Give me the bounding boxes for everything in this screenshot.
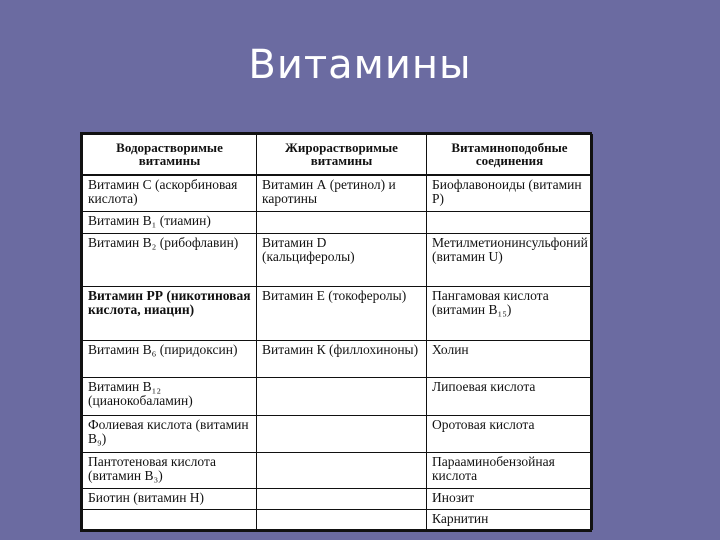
table-cell: Метилметионинсульфоний (витамин U) [427,233,593,286]
table-cell: Фолиевая кислота (витамин В₉) [83,416,257,453]
table-cell [257,489,427,509]
table-row [83,489,593,509]
table-cell: Витамин Е (токоферолы) [257,286,427,341]
table-cell [257,416,427,453]
table-cell: Липоевая кислота [427,377,593,416]
table-cell: Витамин В₆ (пиридоксин) [83,341,257,378]
table-row [83,509,593,529]
table-cell: Холин [427,341,593,378]
table-cell: Карнитин [427,509,593,529]
table-cell: Витамин А (ретинол) и каротины [257,175,427,212]
table-cell: Оротовая кислота [427,416,593,453]
table-cell [83,509,257,529]
table-row [83,211,593,233]
table-cell: Витамин В₁ (тиамин) [83,211,257,233]
table-row [83,286,593,341]
table-cell [427,211,593,233]
header-fat-soluble: Жирорастворимые витамины [257,135,427,175]
table-cell: Пантотеновая кислота (витамин В₃) [83,452,257,489]
table-cell [257,509,427,529]
slide-title: Витамины [248,42,472,88]
table-cell [257,452,427,489]
table-row [83,416,593,453]
table-cell: Витамин D (кальциферолы) [257,233,427,286]
table-row [83,175,593,212]
table-cell: Пангамовая кислота (витамин В₁₅) [427,286,593,341]
table-cell: Биотин (витамин Н) [83,489,257,509]
table-cell: Биофлавоноиды (витамин Р) [427,175,593,212]
table-cell: Витамин В₂ (рибофлавин) [83,233,257,286]
table-row [83,233,593,286]
table-row [83,452,593,489]
table-cell: Витамин К (филлохиноны) [257,341,427,378]
table-cell [257,377,427,416]
table-cell: Парааминобензойная кислота [427,452,593,489]
header-water-soluble: Водорастворимые витамины [83,135,257,175]
table-cell: Витамин В₁₂ (цианокобаламин) [83,377,257,416]
table-row [83,341,593,378]
table-cell: Витамин РР (никотиновая кислота, ниацин) [83,286,257,341]
table-cell: Витамин С (аскорбиновая кислота) [83,175,257,212]
vitamins-table [80,132,592,532]
header-vitamin-like: Витаминоподобные соединения [427,135,593,175]
table-cell: Инозит [427,489,593,509]
table-cell [257,211,427,233]
table-row [83,377,593,416]
